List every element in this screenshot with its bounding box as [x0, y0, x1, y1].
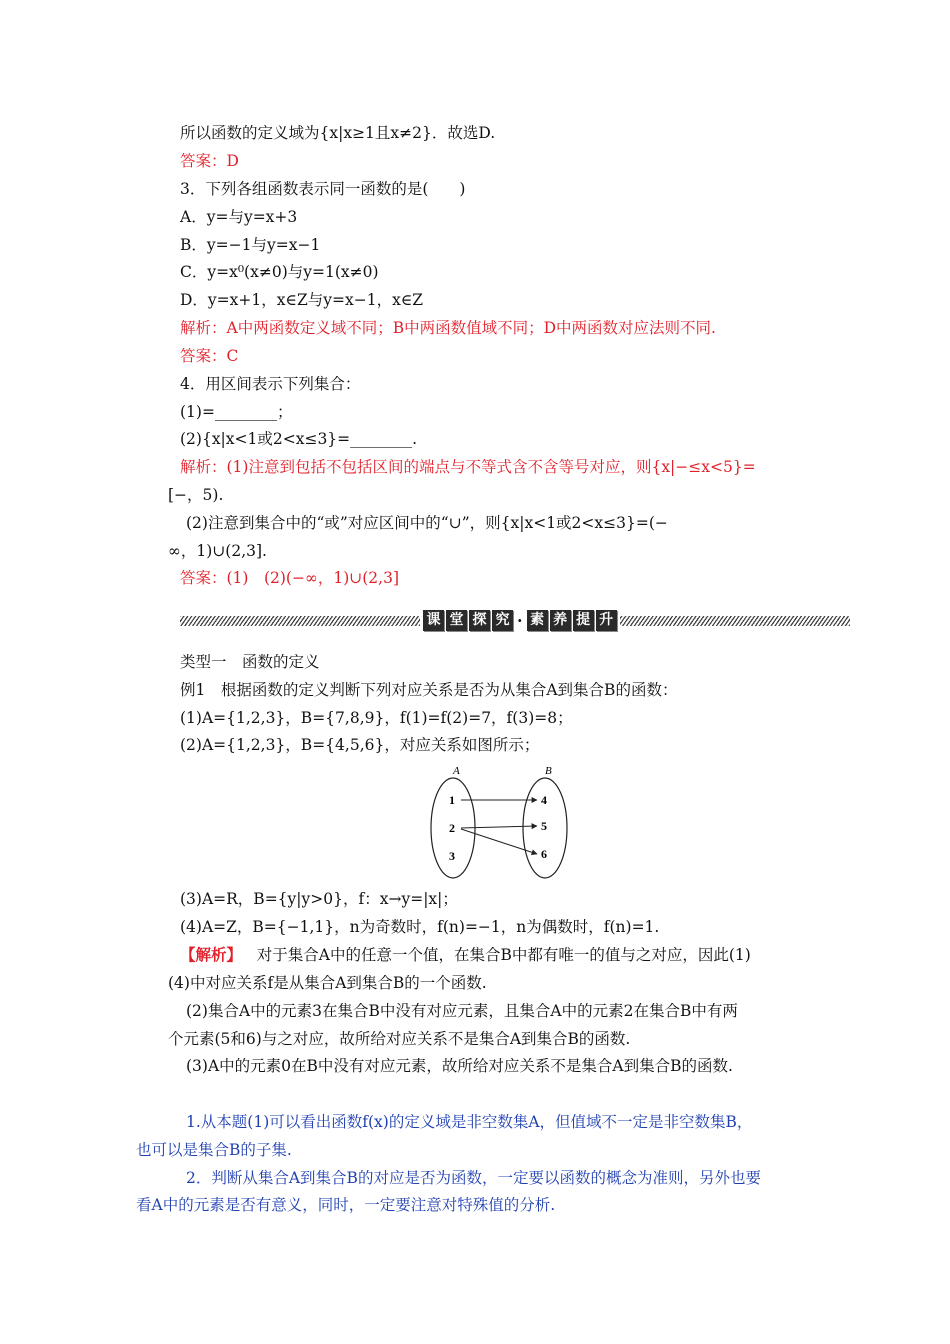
option-d: D．y=x+1，x∈Z与y=x−1，x∈Z	[180, 291, 424, 309]
summary-continuation: 看A中的元素是否有意义，同时，一定要注意对特殊值的分析.	[136, 1196, 556, 1214]
solution-line: (2)集合A中的元素3在集合B中没有对应元素，且集合A中的元素2在集合B中有两	[186, 1002, 738, 1020]
banner-char: 升	[596, 610, 617, 631]
question-4-part-1: (1)=________；	[180, 403, 293, 421]
hatch-right	[620, 616, 850, 626]
set-b-item: 6	[541, 847, 547, 861]
question-4-part-2: (2){x|x<1或2<x≤3}=________.	[180, 430, 418, 448]
analysis-line	[180, 318, 716, 338]
banner-char: 究	[492, 610, 513, 631]
example-part-2: (2)A={1,2,3}，B={4,5,6}，对应关系如图所示；	[180, 736, 540, 754]
answer-line: 答案：C	[180, 347, 239, 365]
summary-continuation: 也可以是集合B的子集.	[136, 1141, 292, 1159]
example-part-4: (4)A=Z，B={−1,1}，n为奇数时，f(n)=−1，n为偶数时，f(n)=1.	[180, 918, 660, 936]
banner-char: 堂	[446, 610, 467, 631]
set-b-item: 5	[541, 819, 547, 833]
question-4: 4．用区间表示下列集合：	[180, 375, 361, 393]
example-part-3: (3)A=R，B={y|y>0}，f：x→y=|x|；	[180, 890, 458, 908]
solution-line: (3)A中的元素0在B中没有对应元素，故所给对应关系不是集合A到集合B的函数.	[186, 1057, 733, 1075]
hatch-left	[180, 616, 420, 626]
set-a-item: 2	[449, 821, 455, 835]
solution-continuation: 个元素(5和6)与之对应，故所给对应关系不是集合A到集合B的函数.	[168, 1030, 631, 1048]
analysis-continuation: [−，5).	[168, 486, 224, 504]
text-line: 所以函数的定义域为{x|x≥1且x≠2}．故选D.	[180, 124, 496, 142]
analysis-line: 解析：(1)注意到包括不包括区间的端点与不等式含不含等号对应，则{x|−≤x<5}=	[180, 458, 756, 476]
solution-text: 对于集合A中的任意一个值，在集合B中都有唯一的值与之对应，因此(1)	[256, 946, 751, 964]
solution-line	[180, 945, 751, 965]
banner-char: 素	[527, 610, 548, 631]
question-3: 3．下列各组函数表示同一函数的是( )	[180, 180, 466, 198]
banner-char: 提	[573, 610, 594, 631]
section-banner	[180, 608, 850, 634]
answer-line: 答案：D	[180, 152, 239, 170]
summary-line: 1.从本题(1)可以看出函数f(x)的定义域是非空数集A，但值域不一定是非空数集B，	[186, 1113, 753, 1131]
analysis-continuation: ∞，1)∪(2,3].	[168, 542, 267, 560]
banner-title	[423, 609, 619, 631]
set-b-label: B	[545, 765, 552, 777]
set-a-label: A	[453, 765, 460, 777]
set-a-item: 1	[449, 793, 455, 807]
answer-line: 答案：(1) (2)(−∞，1)∪(2,3]	[180, 569, 399, 587]
set-a-item: 3	[449, 849, 455, 863]
option-a: A．y=与y=x+3	[180, 208, 298, 226]
mapping-diagram	[425, 762, 575, 880]
set-b-item: 4	[541, 793, 547, 807]
banner-char: 养	[550, 610, 571, 631]
summary-line: 2．判断从集合A到集合B的对应是否为函数，一定要以函数的概念为准则，另外也要	[186, 1169, 761, 1187]
section-heading: 类型一 函数的定义	[180, 653, 320, 671]
example-1: 例1 根据函数的定义判断下列对应关系是否为从集合A到集合B的函数：	[180, 681, 678, 699]
option-c: C．y=x⁰(x≠0)与y=1(x≠0)	[180, 263, 379, 281]
banner-char: 课	[423, 610, 444, 631]
option-b: B．y=−1与y=x−1	[180, 236, 321, 254]
example-part-1: (1)A={1,2,3}，B={7,8,9}，f(1)=f(2)=7，f(3)=8；	[180, 709, 573, 727]
analysis-text: 解析：A中两函数定义域不同；B中两函数值域不同；D中两函数对应法则不同.	[180, 319, 716, 337]
banner-char: 探	[469, 610, 490, 631]
solution-tag: 【解析】	[180, 945, 243, 964]
mapping-arrow	[461, 826, 537, 828]
banner-dot: ·	[517, 610, 523, 630]
solution-continuation: (4)中对应关系f是从集合A到集合B的一个函数.	[168, 974, 487, 992]
analysis-line: (2)注意到集合中的“或”对应区间中的“∪”，则{x|x<1或2<x≤3}=(−	[186, 514, 668, 532]
